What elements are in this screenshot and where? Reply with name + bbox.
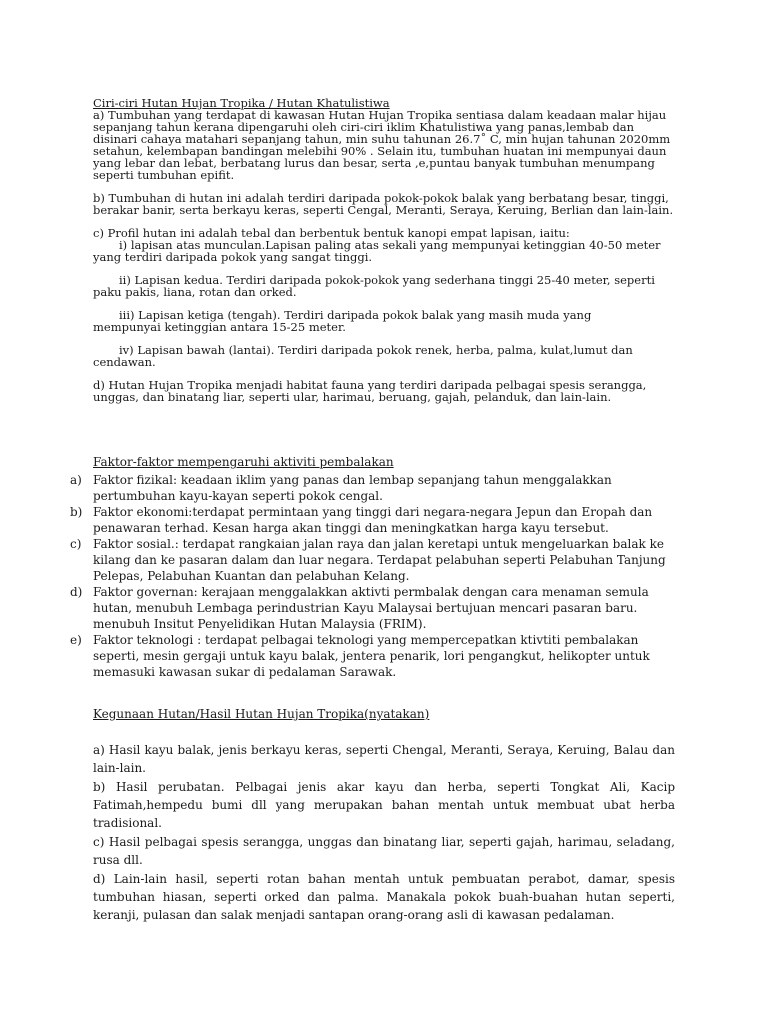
- paragraph-c-intro: c) Profil hutan ini adalah tebal dan berbentuk bentuk kanopi empat lapisan, iaitu:: [93, 226, 570, 240]
- layer-i-continuation: yang terdiri daripada pokok yang sangat tinggi.: [93, 250, 373, 264]
- factor-label: c): [70, 537, 82, 551]
- factor-item: [70, 504, 680, 536]
- section-logging-factors: [70, 454, 680, 680]
- factor-text: Faktor sosial.: terdapat rangkaian jalan raya dan jalan keretapi untuk mengeluarkan balak ke kilang dan ke pasaran dalam dan luar negara. Terdapat pelabuhan seperti Pelabuhan Tanjung Pelepas, Pelabuhan Kuantan dan pelabuhan Kelang.: [93, 537, 666, 583]
- section-heading: Kegunaan Hutan/Hasil Hutan Hujan Tropika(nyatakan): [93, 707, 430, 721]
- factor-text: Faktor governan: kerajaan menggalakkan aktivti permbalak dengan cara menaman semula hutan, menubuh Lembaga perindustrian Kayu Malaysai bertujuan mencari pasaran baru. menubuh Insitut Penyelidikan Hutan Malaysia (FRIM).: [93, 585, 649, 631]
- layer-iii-continuation: mempunyai ketinggian antara 15-25 meter.: [93, 320, 346, 334]
- layer-iii: [93, 309, 677, 333]
- factor-label: e): [70, 633, 82, 647]
- factor-text: Faktor ekonomi:terdapat permintaan yang tinggi dari negara-negara Jepun dan Eropah dan penawaran terhad. Kesan harga akan tinggi dan meningkatkan harga kayu tersebut.: [93, 505, 653, 535]
- layer-ii-continuation: paku pakis, liana, rotan dan orked.: [93, 285, 297, 299]
- factor-text: Faktor teknologi : terdapat pelbagai teknologi yang mempercepatkan ktivtiti pembalakan seperti, mesin gergaji untuk kayu balak, jentera penarik, lori pengangkut, helikopter untuk memasuki kawasan sukar di pedalaman Sarawak.: [93, 633, 650, 679]
- use-item: a) Hasil kayu balak, jenis berkayu keras, seperti Chengal, Meranti, Seraya, Keruing, Balau dan lain-lain.: [93, 743, 675, 775]
- layer-i-first-line: i) lapisan atas munculan.Lapisan paling atas sekali yang mempunyai ketinggian 40-50 meter: [119, 238, 661, 252]
- factor-label: a): [70, 473, 82, 487]
- layer-iv-first-line: iv) Lapisan bawah (lantai). Terdiri daripada pokok renek, herba, palma, kulat,lumut dan: [119, 343, 633, 357]
- paragraph-c: [93, 227, 677, 263]
- layer-iv-continuation: cendawan.: [93, 355, 156, 369]
- use-item: b) Hasil perubatan. Pelbagai jenis akar kayu dan herba, seperti Tongkat Ali, Kacip Fatimah,hempedu bumi dll yang merupakan bahan mentah untuk membuat ubat herba tradisional.: [93, 780, 675, 830]
- section-heading: Ciri-ciri Hutan Hujan Tropika / Hutan Khatulistiwa: [93, 96, 390, 110]
- factor-label: b): [70, 505, 83, 519]
- layer-ii-first-line: ii) Lapisan kedua. Terdiri daripada pokok-pokok yang sederhana tinggi 25-40 meter, seperti: [119, 273, 655, 287]
- use-item: c) Hasil pelbagai spesis serangga, unggas dan binatang liar, seperti gajah, harimau, seladang, rusa dll.: [93, 835, 675, 867]
- factor-item: [70, 472, 680, 504]
- use-item: d) Lain-lain hasil, seperti rotan bahan mentah untuk pembuatan perabot, damar, spesis tumbuhan hiasan, seperti orked dan palma. Manakala pokok buah-buahan hutan seperti, keranji, pulasan dan salak menjadi santapan orang-orang asli di kawasan pedalaman.: [93, 872, 675, 922]
- factor-item: [70, 632, 680, 680]
- paragraph-a: a) Tumbuhan yang terdapat di kawasan Hutan Hujan Tropika sentiasa dalam keadaan malar hijau sepanjang tahun kerana dipengaruhi oleh ciri-ciri iklim Khatulistiwa yang panas,lembab dan disinari cahaya matahari sepanjang tahun, min suhu tahunan 26.7˚ C, min hujan tahunan 2020mm setahun, kelembapan bandingan melebihi 90% . Selain itu, tumbuhan huatan ini mempunyai daun yang lebar dan lebat, berbatang lurus dan besar, serta ,e,puntau banyak tumbuhan menumpang seperti tumbuhan epifit.: [93, 108, 671, 182]
- paragraph-d: d) Hutan Hujan Tropika menjadi habitat fauna yang terdiri daripada pelbagai spesis serangga, unggas, dan binatang liar, seperti ular, harimau, beruang, gajah, pelanduk, dan lain-lain.: [93, 378, 647, 404]
- layer-iii-first-line: iii) Lapisan ketiga (tengah). Terdiri daripada pokok balak yang masih muda yang: [119, 308, 592, 322]
- paragraph-b: b) Tumbuhan di hutan ini adalah terdiri daripada pokok-pokok balak yang berbatang besar, tinggi, berakar banir, serta berkayu keras, seperti Cengal, Meranti, Seraya, Keruing, Berlian dan lain-lain.: [93, 191, 674, 217]
- layer-iv: [93, 344, 677, 368]
- factor-item: [70, 584, 680, 632]
- section-forest-characteristics: [93, 97, 677, 414]
- layer-ii: [93, 274, 677, 298]
- factor-item: [70, 536, 680, 584]
- factor-label: d): [70, 585, 83, 599]
- section-heading: Faktor-faktor mempengaruhi aktiviti pembalakan: [93, 455, 394, 469]
- factor-text: Faktor fizikal: keadaan iklim yang panas dan lembap sepanjang tahun menggalakkan pertumbuhan kayu-kayan seperti pokok cengal.: [93, 473, 612, 503]
- section-forest-uses: [93, 705, 675, 925]
